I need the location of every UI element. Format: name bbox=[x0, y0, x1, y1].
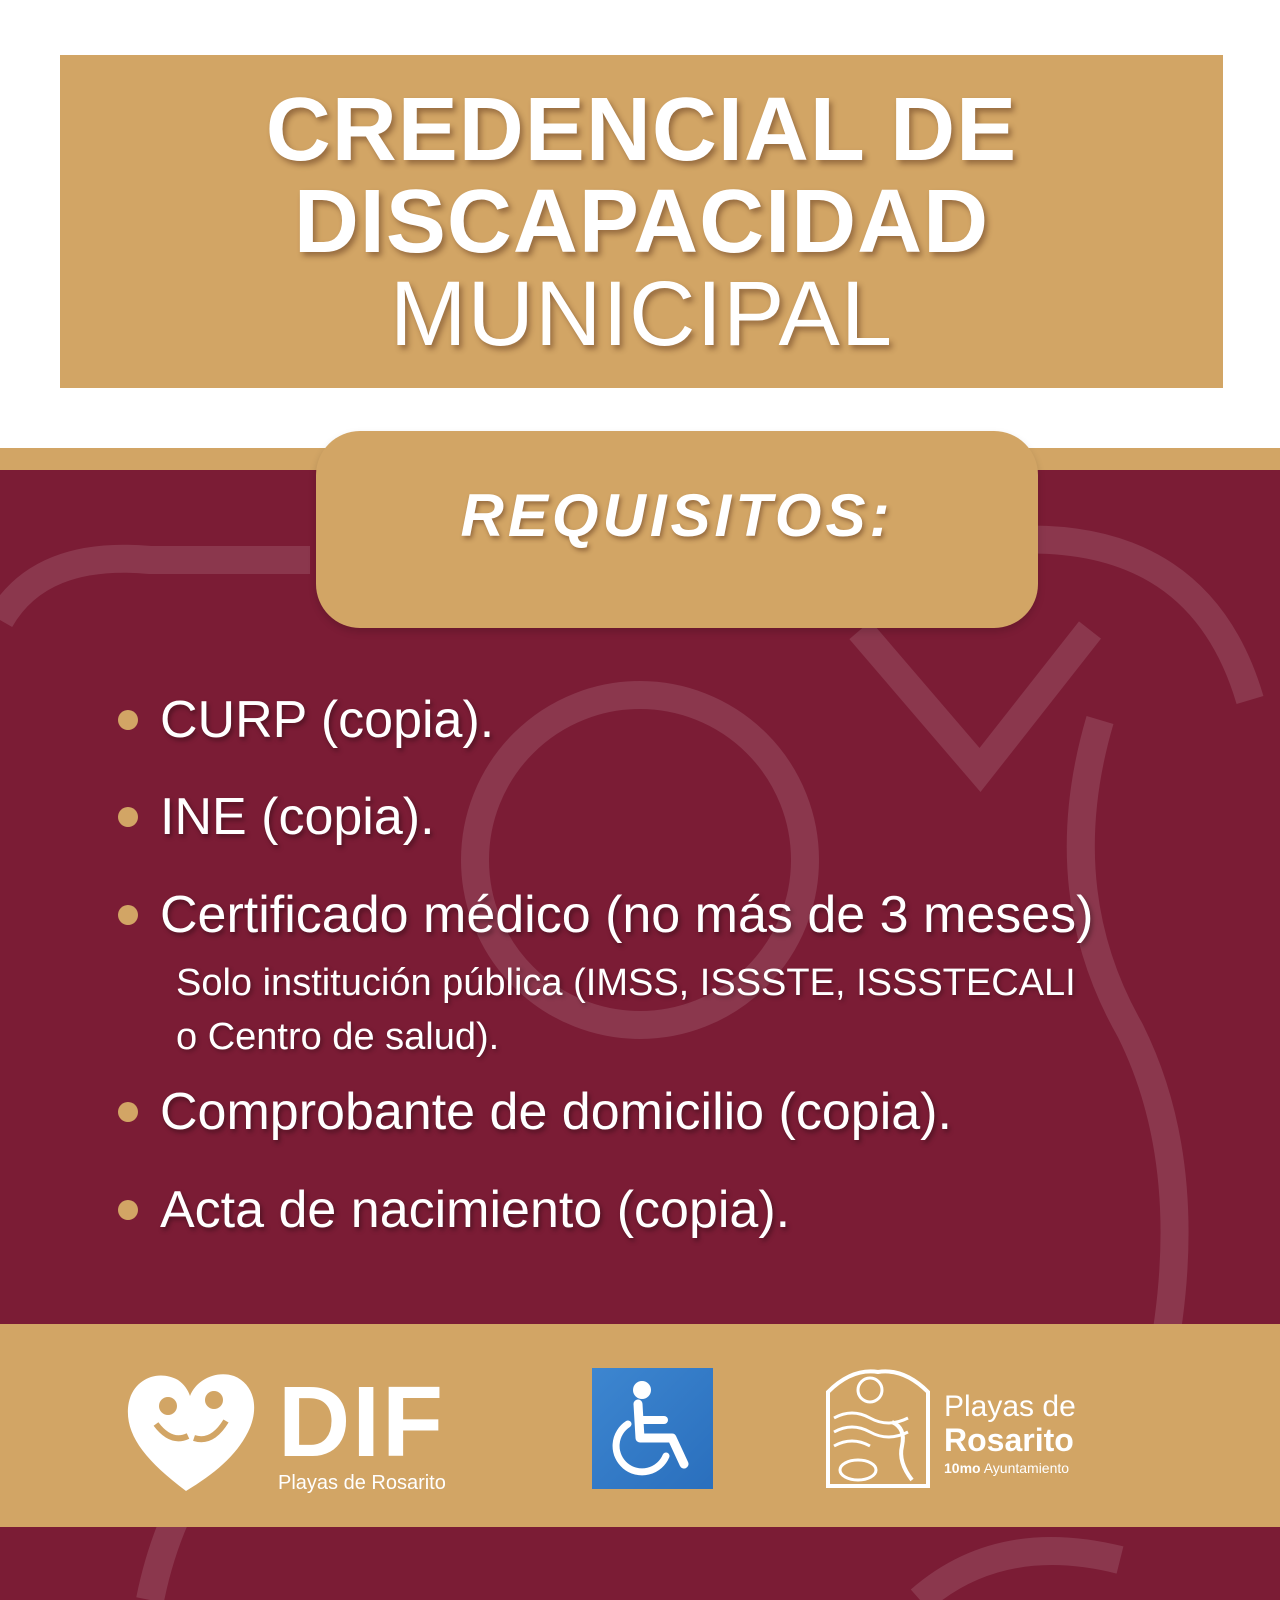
bullet-icon bbox=[118, 1200, 138, 1220]
requirements-heading: REQUISITOS: bbox=[460, 482, 894, 549]
list-item bbox=[118, 885, 1094, 945]
dif-logo bbox=[126, 1366, 486, 1496]
footer-logos-band bbox=[0, 1324, 1280, 1527]
municipality-line-3: Ayuntamiento bbox=[983, 1460, 1070, 1476]
municipality-ordinal: 10mo bbox=[944, 1460, 981, 1476]
dif-subtitle: Playas de Rosarito bbox=[278, 1472, 446, 1494]
list-item bbox=[118, 690, 494, 750]
requirement-note-line-2: o Centro de salud). bbox=[176, 1016, 500, 1058]
requirement-note-line-1: Solo institución pública (IMSS, ISSSTE, ISSSTECALI bbox=[176, 962, 1076, 1004]
list-item-text: Certificado médico (no más de 3 meses) bbox=[160, 886, 1094, 944]
municipality-name-line-2: Rosarito bbox=[944, 1422, 1074, 1458]
requirements-heading-pill bbox=[316, 431, 1038, 628]
bullet-icon bbox=[118, 807, 138, 827]
title-line-2: DISCAPACIDAD bbox=[293, 171, 990, 272]
list-item-text: Comprobante de domicilio (copia). bbox=[160, 1083, 952, 1141]
title-banner bbox=[60, 55, 1223, 388]
dif-wordmark: DIF bbox=[278, 1366, 446, 1478]
bullet-icon bbox=[118, 905, 138, 925]
list-item-text: CURP (copia). bbox=[160, 691, 495, 749]
bullet-icon bbox=[118, 710, 138, 730]
municipality-term bbox=[944, 1460, 1069, 1476]
dif-heart-logo-icon bbox=[126, 1366, 266, 1496]
list-item-text: INE (copia). bbox=[160, 788, 435, 846]
municipality-name-line-1: Playas de bbox=[944, 1390, 1076, 1423]
list-item bbox=[118, 1082, 952, 1142]
bullet-icon bbox=[118, 1102, 138, 1122]
title-line-1: CREDENCIAL DE bbox=[265, 79, 1018, 180]
title-line-3: MUNICIPAL bbox=[389, 262, 894, 365]
wheelchair-accessibility-icon bbox=[592, 1368, 713, 1489]
list-item bbox=[118, 787, 435, 847]
rosarito-logo bbox=[822, 1362, 1112, 1492]
rosarito-seal-logo-icon bbox=[822, 1362, 934, 1488]
list-item-text: Acta de nacimiento (copia). bbox=[160, 1181, 791, 1239]
list-item bbox=[118, 1180, 790, 1240]
